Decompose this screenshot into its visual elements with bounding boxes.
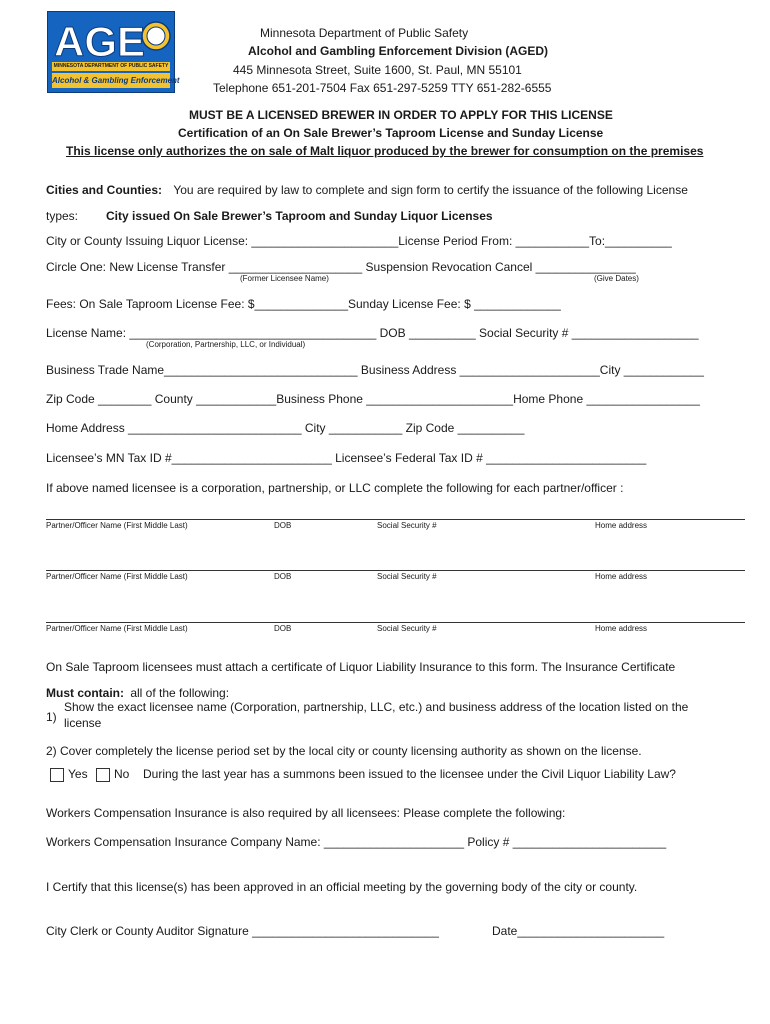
title-requirement: MUST BE A LICENSED BREWER IN ORDER TO APPLY FOR THIS LICENSE (189, 108, 613, 122)
give-dates-hint: (Give Dates) (594, 274, 639, 283)
must-contain-text: all of the following: (130, 686, 230, 700)
workers-comp-intro: Workers Compensation Insurance is also required by all licensees: Please complete the following: (46, 806, 566, 820)
partner-col-home: Home address (595, 624, 648, 633)
types-label: types: (46, 209, 79, 223)
partner-col-name: Partner/Officer Name (First Middle Last) (46, 572, 188, 581)
header-agency: Minnesota Department of Public Safety (260, 26, 469, 40)
workers-comp-field[interactable]: Workers Compensation Insurance Company Name: _____________________ Policy # _______________________ (46, 835, 667, 849)
intro-text: You are required by law to complete and sign form to certify the issuance of the following License (173, 183, 688, 197)
partner-row-1-line[interactable] (46, 519, 745, 520)
title-authorization: This license only authorizes the on sale of Malt liquor produced by the brewer for consumption on the premises (66, 144, 704, 158)
fees-field[interactable]: Fees: On Sale Taproom License Fee: $______________Sunday License Fee: $ _____________ (46, 297, 561, 311)
yes-checkbox[interactable] (50, 768, 64, 782)
partner-col-dob: DOB (274, 572, 292, 581)
home-address-field[interactable]: Home Address __________________________ City ___________ Zip Code __________ (46, 421, 525, 435)
logo-letters-graphic (48, 12, 174, 62)
header-address: 445 Minnesota Street, Suite 1600, St. Paul, MN 55101 (233, 63, 522, 77)
partner-intro: If above named licensee is a corporation, partnership, or LLC complete the following for each partner/officer : (46, 481, 624, 495)
types-value: City issued On Sale Brewer’s Taproom and Sunday Liquor Licenses (106, 209, 493, 223)
item-2: 2) Cover completely the license period set by the local city or county licensing authority as shown on the license. (46, 744, 642, 758)
must-contain-label: Must contain: (46, 686, 124, 700)
signature-field[interactable]: City Clerk or County Auditor Signature ____________________________ (46, 924, 439, 938)
header-division: Alcohol and Gambling Enforcement Division (AGED) (248, 44, 549, 58)
yes-label: Yes (68, 767, 88, 781)
partner-col-dob: DOB (274, 624, 292, 633)
summons-question: During the last year has a summons been issued to the licensee under the Civil Liquor Liability Law? (143, 767, 676, 781)
date-field[interactable]: Date______________________ (492, 924, 665, 938)
license-name-field[interactable]: License Name: _____________________________________ DOB __________ Social Security # ___________________ (46, 326, 699, 340)
logo-band-bottom: Alcohol & Gambling Enforcement (52, 73, 170, 88)
former-licensee-hint: (Former Licensee Name) (240, 274, 329, 283)
partner-col-ssn: Social Security # (377, 624, 437, 633)
no-checkbox[interactable] (96, 768, 110, 782)
partner-col-ssn: Social Security # (377, 572, 437, 581)
aged-logo (47, 11, 180, 93)
intro-label: Cities and Counties: (46, 183, 163, 197)
partner-col-dob: DOB (274, 521, 292, 530)
intro-line (46, 183, 688, 197)
partner-row-3-line[interactable] (46, 622, 745, 623)
tax-id-field[interactable]: Licensee’s MN Tax ID #________________________ Licensee’s Federal Tax ID # ________________________ (46, 451, 647, 465)
item-1-line-2: license (64, 716, 102, 730)
partner-col-name: Partner/Officer Name (First Middle Last) (46, 521, 188, 530)
logo-letters: AGE (54, 18, 146, 62)
item-1-line-1: Show the exact licensee name (Corporation, partnership, LLC, etc.) and business address of the location listed on the (64, 700, 689, 714)
partner-col-home: Home address (595, 521, 648, 530)
logo-band-top: MINNESOTA DEPARTMENT OF PUBLIC SAFETY (53, 63, 169, 69)
issuing-license-field[interactable]: City or County Issuing Liquor License: ______________________License Period From: ___________To:__________ (46, 234, 672, 248)
circle-one-field[interactable]: Circle One: New License Transfer ____________________ Suspension Revocation Cancel _______________ (46, 260, 636, 274)
business-trade-name-field[interactable]: Business Trade Name_____________________________ Business Address _____________________City ____________ (46, 363, 704, 377)
must-contain-line (46, 686, 229, 700)
zip-county-phone-field[interactable]: Zip Code ________ County ____________Business Phone ______________________Home Phone _________________ (46, 392, 700, 406)
item-1-number: 1) (46, 710, 57, 724)
partner-col-ssn: Social Security # (377, 521, 437, 530)
header-phone: Telephone 651-201-7504 Fax 651-297-5259 TTY 651-282-6555 (213, 81, 552, 95)
insurance-paragraph: On Sale Taproom licensees must attach a certificate of Liquor Liability Insurance to this form. The Insurance Certificate (46, 660, 676, 674)
partner-col-home: Home address (595, 572, 648, 581)
title-certification: Certification of an On Sale Brewer’s Taproom License and Sunday License (178, 126, 604, 140)
license-name-hint: (Corporation, Partnership, LLC, or Individual) (146, 340, 306, 349)
partner-col-name: Partner/Officer Name (First Middle Last) (46, 624, 188, 633)
certify-statement: I Certify that this license(s) has been approved in an official meeting by the governing body of the city or county. (46, 880, 638, 894)
partner-row-2-line[interactable] (46, 570, 745, 571)
no-label: No (114, 767, 130, 781)
